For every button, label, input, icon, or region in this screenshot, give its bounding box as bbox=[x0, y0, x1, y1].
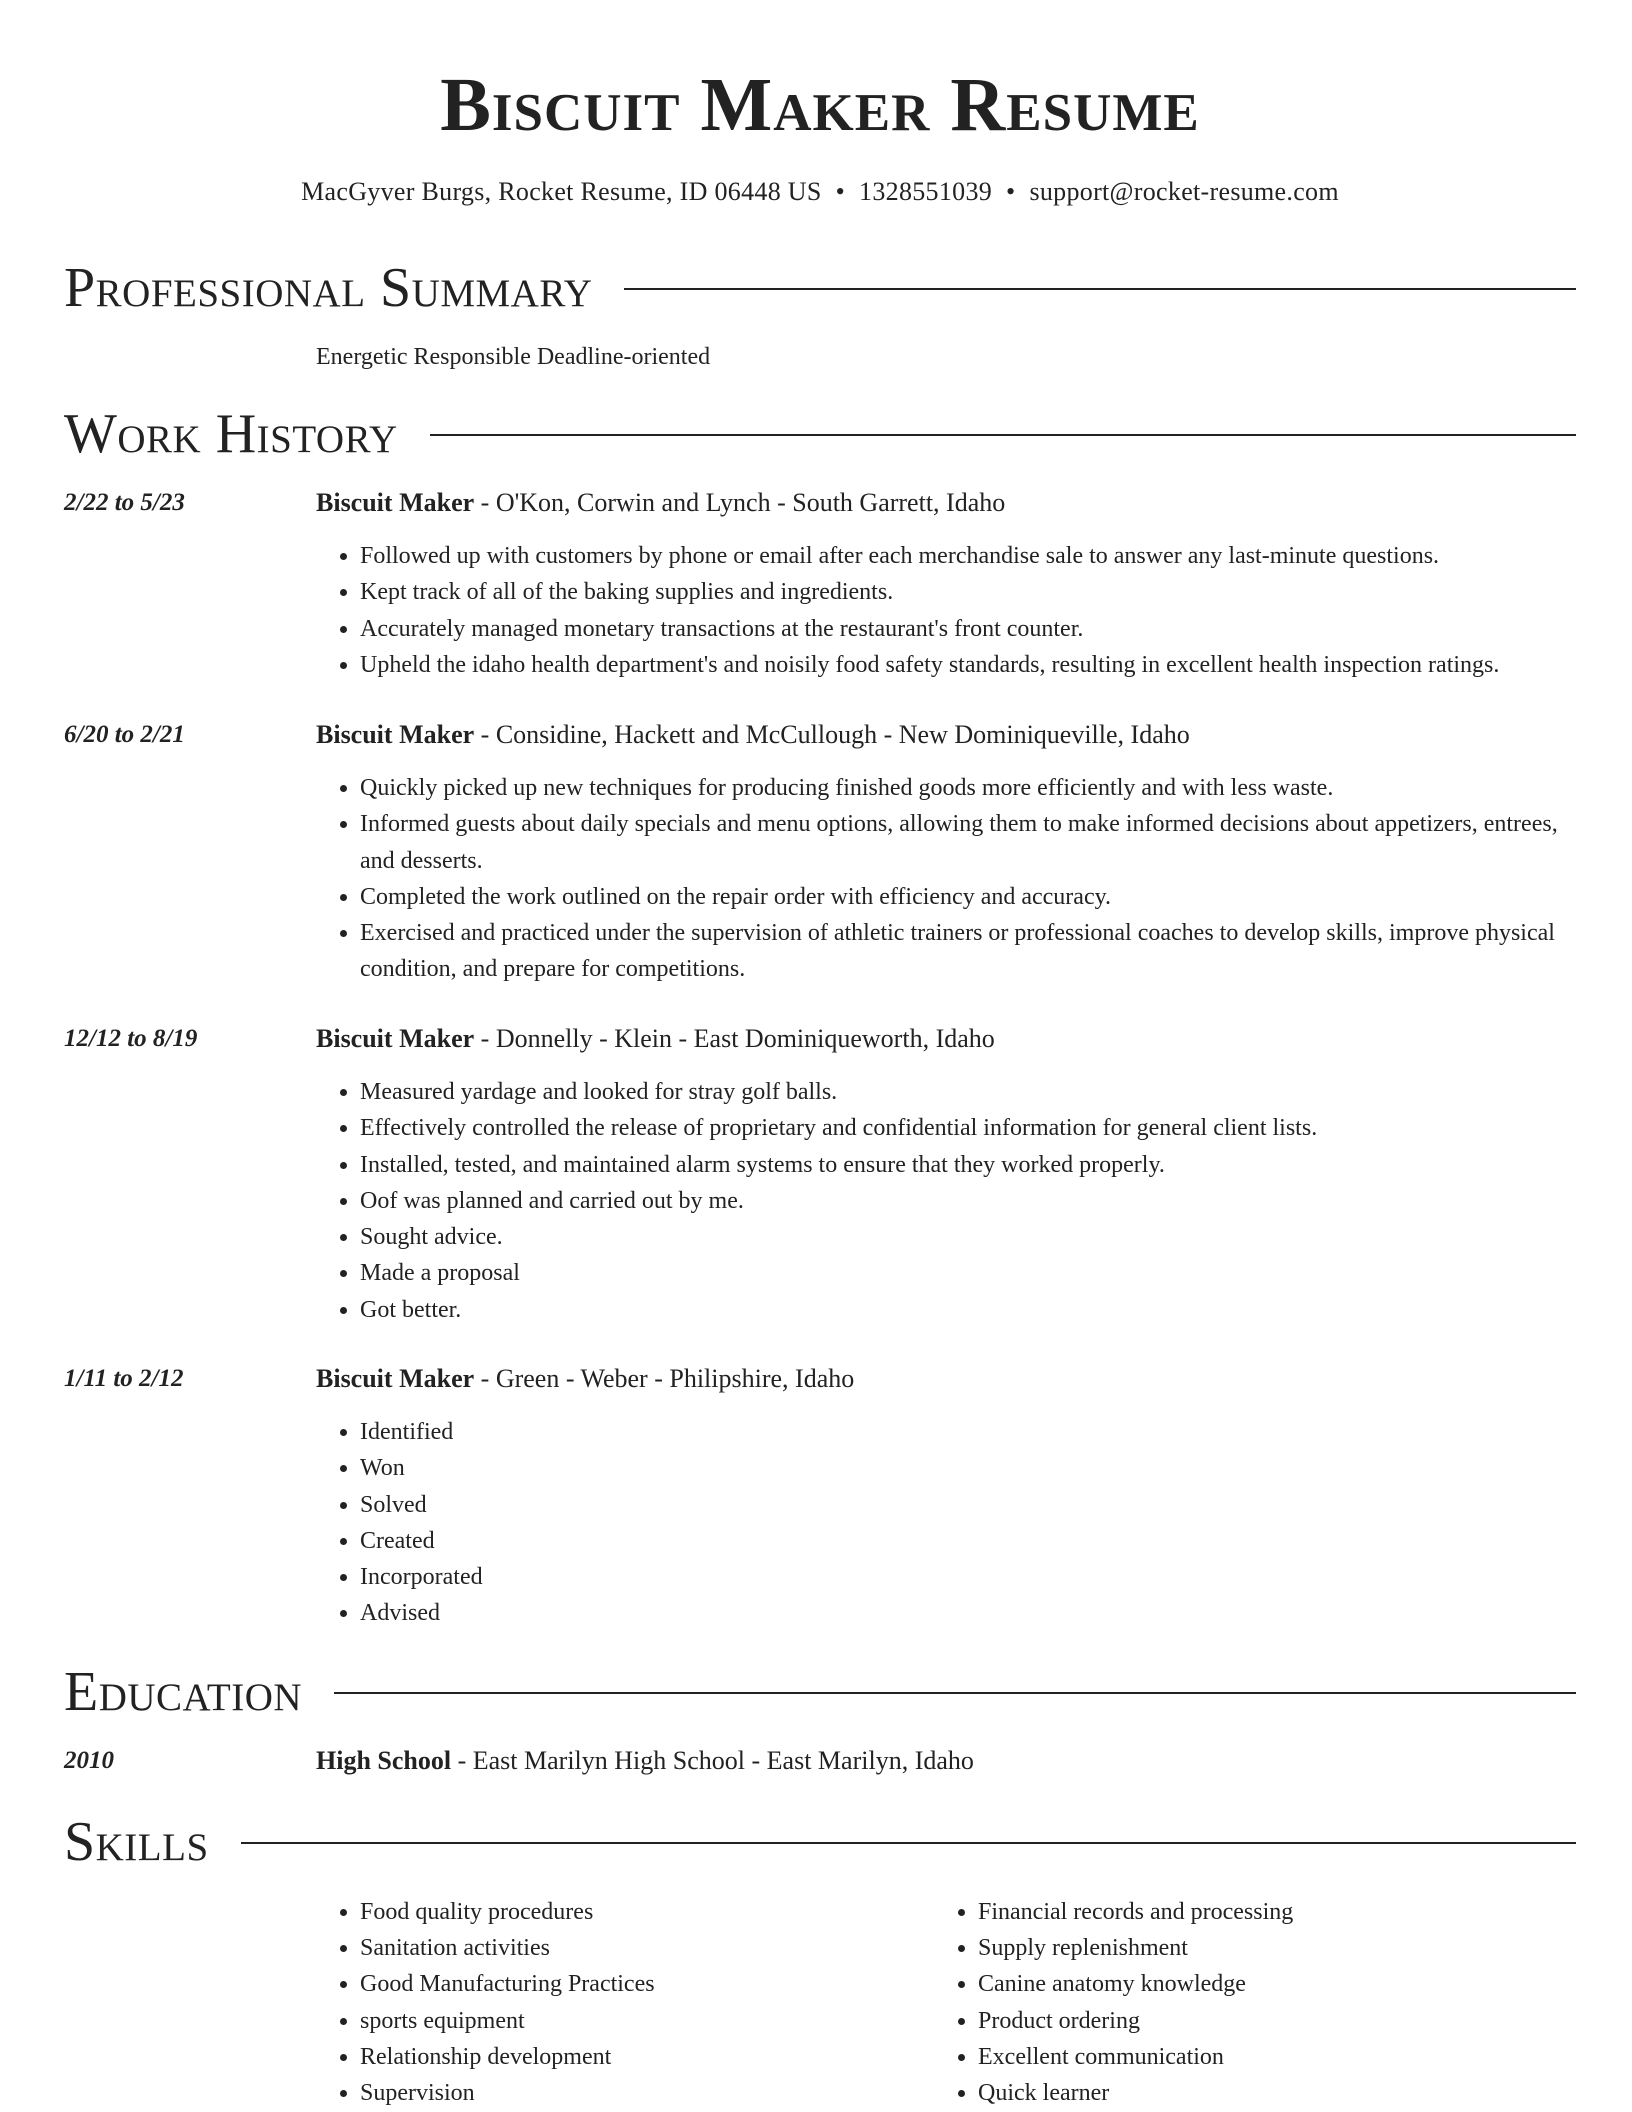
list-item: • Quickly picked up new techniques for producing finished goods more efficiently and with less waste. bbox=[360, 770, 1576, 806]
work-heading bbox=[316, 718, 1190, 752]
list-item: • Upheld the idaho health department's and noisily food safety standards, resulting in excellent health inspection ratings. bbox=[360, 647, 1576, 683]
list-item: • Exercised and practiced under the supervision of athletic trainers or professional coaches to develop skills, improve physical condition, and prepare for competitions. bbox=[360, 915, 1576, 988]
section-divider bbox=[430, 434, 1576, 436]
list-item: • Won bbox=[360, 1450, 1576, 1486]
section-title: Professional Summary bbox=[64, 257, 593, 319]
education-date: 2010 bbox=[64, 1747, 114, 1774]
contact-phone: 1328551039 bbox=[859, 177, 993, 206]
skill-item: • Product ordering bbox=[978, 2003, 1538, 2039]
education-title: High School bbox=[316, 1746, 452, 1775]
list-item: • Informed guests about daily specials and menu options, allowing them to make informed decisions about appetizers, entrees, and desserts. bbox=[360, 806, 1576, 879]
list-item: • Effectively controlled the release of proprietary and confidential information for general client lists. bbox=[360, 1110, 1576, 1146]
list-item: • Sought advice. bbox=[360, 1219, 1576, 1255]
resume-title: Biscuit Maker Resume bbox=[440, 63, 1200, 147]
education-heading bbox=[316, 1744, 974, 1778]
skill-item: • Excellent communication bbox=[978, 2039, 1538, 2075]
contact-line bbox=[64, 174, 1576, 210]
section-skills-header bbox=[64, 1810, 1576, 1874]
section-title: Education bbox=[64, 1661, 303, 1723]
section-education-header bbox=[64, 1660, 1576, 1724]
section-title: Skills bbox=[64, 1811, 209, 1873]
work-bullets bbox=[360, 770, 1576, 988]
summary-text: Energetic Responsible Deadline-oriented bbox=[316, 344, 711, 370]
contact-separator: • bbox=[835, 177, 846, 206]
work-date: 1/11 to 2/12 bbox=[64, 1365, 184, 1392]
list-item: • Completed the work outlined on the repair order with efficiency and accuracy. bbox=[360, 879, 1576, 915]
list-item: • Created bbox=[360, 1523, 1576, 1559]
skill-item: • Good Manufacturing Practices bbox=[360, 1966, 920, 2002]
list-item: • Solved bbox=[360, 1487, 1576, 1523]
contact-separator: • bbox=[1006, 177, 1016, 206]
job-title: Biscuit Maker bbox=[316, 720, 475, 749]
section-divider bbox=[241, 1842, 1576, 1844]
section-title: Work History bbox=[64, 403, 398, 465]
list-item: • Identified bbox=[360, 1414, 1576, 1450]
skill-item: • Canine anatomy knowledge bbox=[978, 1966, 1538, 2002]
list-item: • Installed, tested, and maintained alarm systems to ensure that they worked properly. bbox=[360, 1147, 1576, 1183]
work-heading bbox=[316, 1362, 854, 1396]
skill-item: • Supply replenishment bbox=[978, 1930, 1538, 1966]
work-date: 12/12 to 8/19 bbox=[64, 1025, 198, 1052]
list-item: • Oof was planned and carried out by me. bbox=[360, 1183, 1576, 1219]
section-divider bbox=[334, 1692, 1576, 1694]
list-item: • Measured yardage and looked for stray golf balls. bbox=[360, 1074, 1576, 1110]
section-summary-header bbox=[64, 256, 1576, 320]
job-title: Biscuit Maker bbox=[316, 1364, 475, 1393]
skills-column-1 bbox=[360, 1894, 920, 2111]
contact-email: support@rocket-resume.com bbox=[1029, 177, 1339, 206]
work-bullets bbox=[360, 1414, 1576, 1632]
skill-item: • Food quality procedures bbox=[360, 1894, 920, 1930]
work-bullets bbox=[360, 538, 1576, 683]
list-item: • Accurately managed monetary transactions at the restaurant's front counter. bbox=[360, 611, 1576, 647]
skill-item: • Sanitation activities bbox=[360, 1930, 920, 1966]
section-divider bbox=[624, 288, 1576, 290]
list-item: • Followed up with customers by phone or email after each merchandise sale to answer any last-minute questions. bbox=[360, 538, 1576, 574]
contact-address: MacGyver Burgs, Rocket Resume, ID 06448 US bbox=[301, 177, 822, 206]
work-heading bbox=[316, 486, 1005, 520]
list-item: • Incorporated bbox=[360, 1559, 1576, 1595]
job-title: Biscuit Maker bbox=[316, 1024, 475, 1053]
skill-item: • sports equipment bbox=[360, 2003, 920, 2039]
education-detail: - East Marilyn High School - East Marilyn, Idaho bbox=[451, 1746, 974, 1775]
work-date: 6/20 to 2/21 bbox=[64, 721, 185, 748]
job-detail: - O'Kon, Corwin and Lynch - South Garrett, Idaho bbox=[474, 488, 1006, 517]
skills-column-2 bbox=[978, 1894, 1538, 2111]
list-item: • Got better. bbox=[360, 1292, 1576, 1328]
skill-item: • Financial records and processing bbox=[978, 1894, 1538, 1930]
work-heading bbox=[316, 1022, 995, 1056]
list-item: • Advised bbox=[360, 1595, 1576, 1631]
job-detail: - Donnelly - Klein - East Dominiqueworth, Idaho bbox=[474, 1024, 995, 1053]
list-item: • Made a proposal bbox=[360, 1255, 1576, 1291]
job-detail: - Considine, Hackett and McCullough - New Dominiqueville, Idaho bbox=[474, 720, 1190, 749]
work-bullets bbox=[360, 1074, 1576, 1328]
list-item: • Kept track of all of the baking supplies and ingredients. bbox=[360, 574, 1576, 610]
skill-item: • Quick learner bbox=[978, 2075, 1538, 2111]
section-work-header bbox=[64, 402, 1576, 466]
job-title: Biscuit Maker bbox=[316, 488, 475, 517]
skill-item: • Relationship development bbox=[360, 2039, 920, 2075]
job-detail: - Green - Weber - Philipshire, Idaho bbox=[474, 1364, 855, 1393]
work-date: 2/22 to 5/23 bbox=[64, 489, 185, 516]
skill-item: • Supervision bbox=[360, 2075, 920, 2111]
